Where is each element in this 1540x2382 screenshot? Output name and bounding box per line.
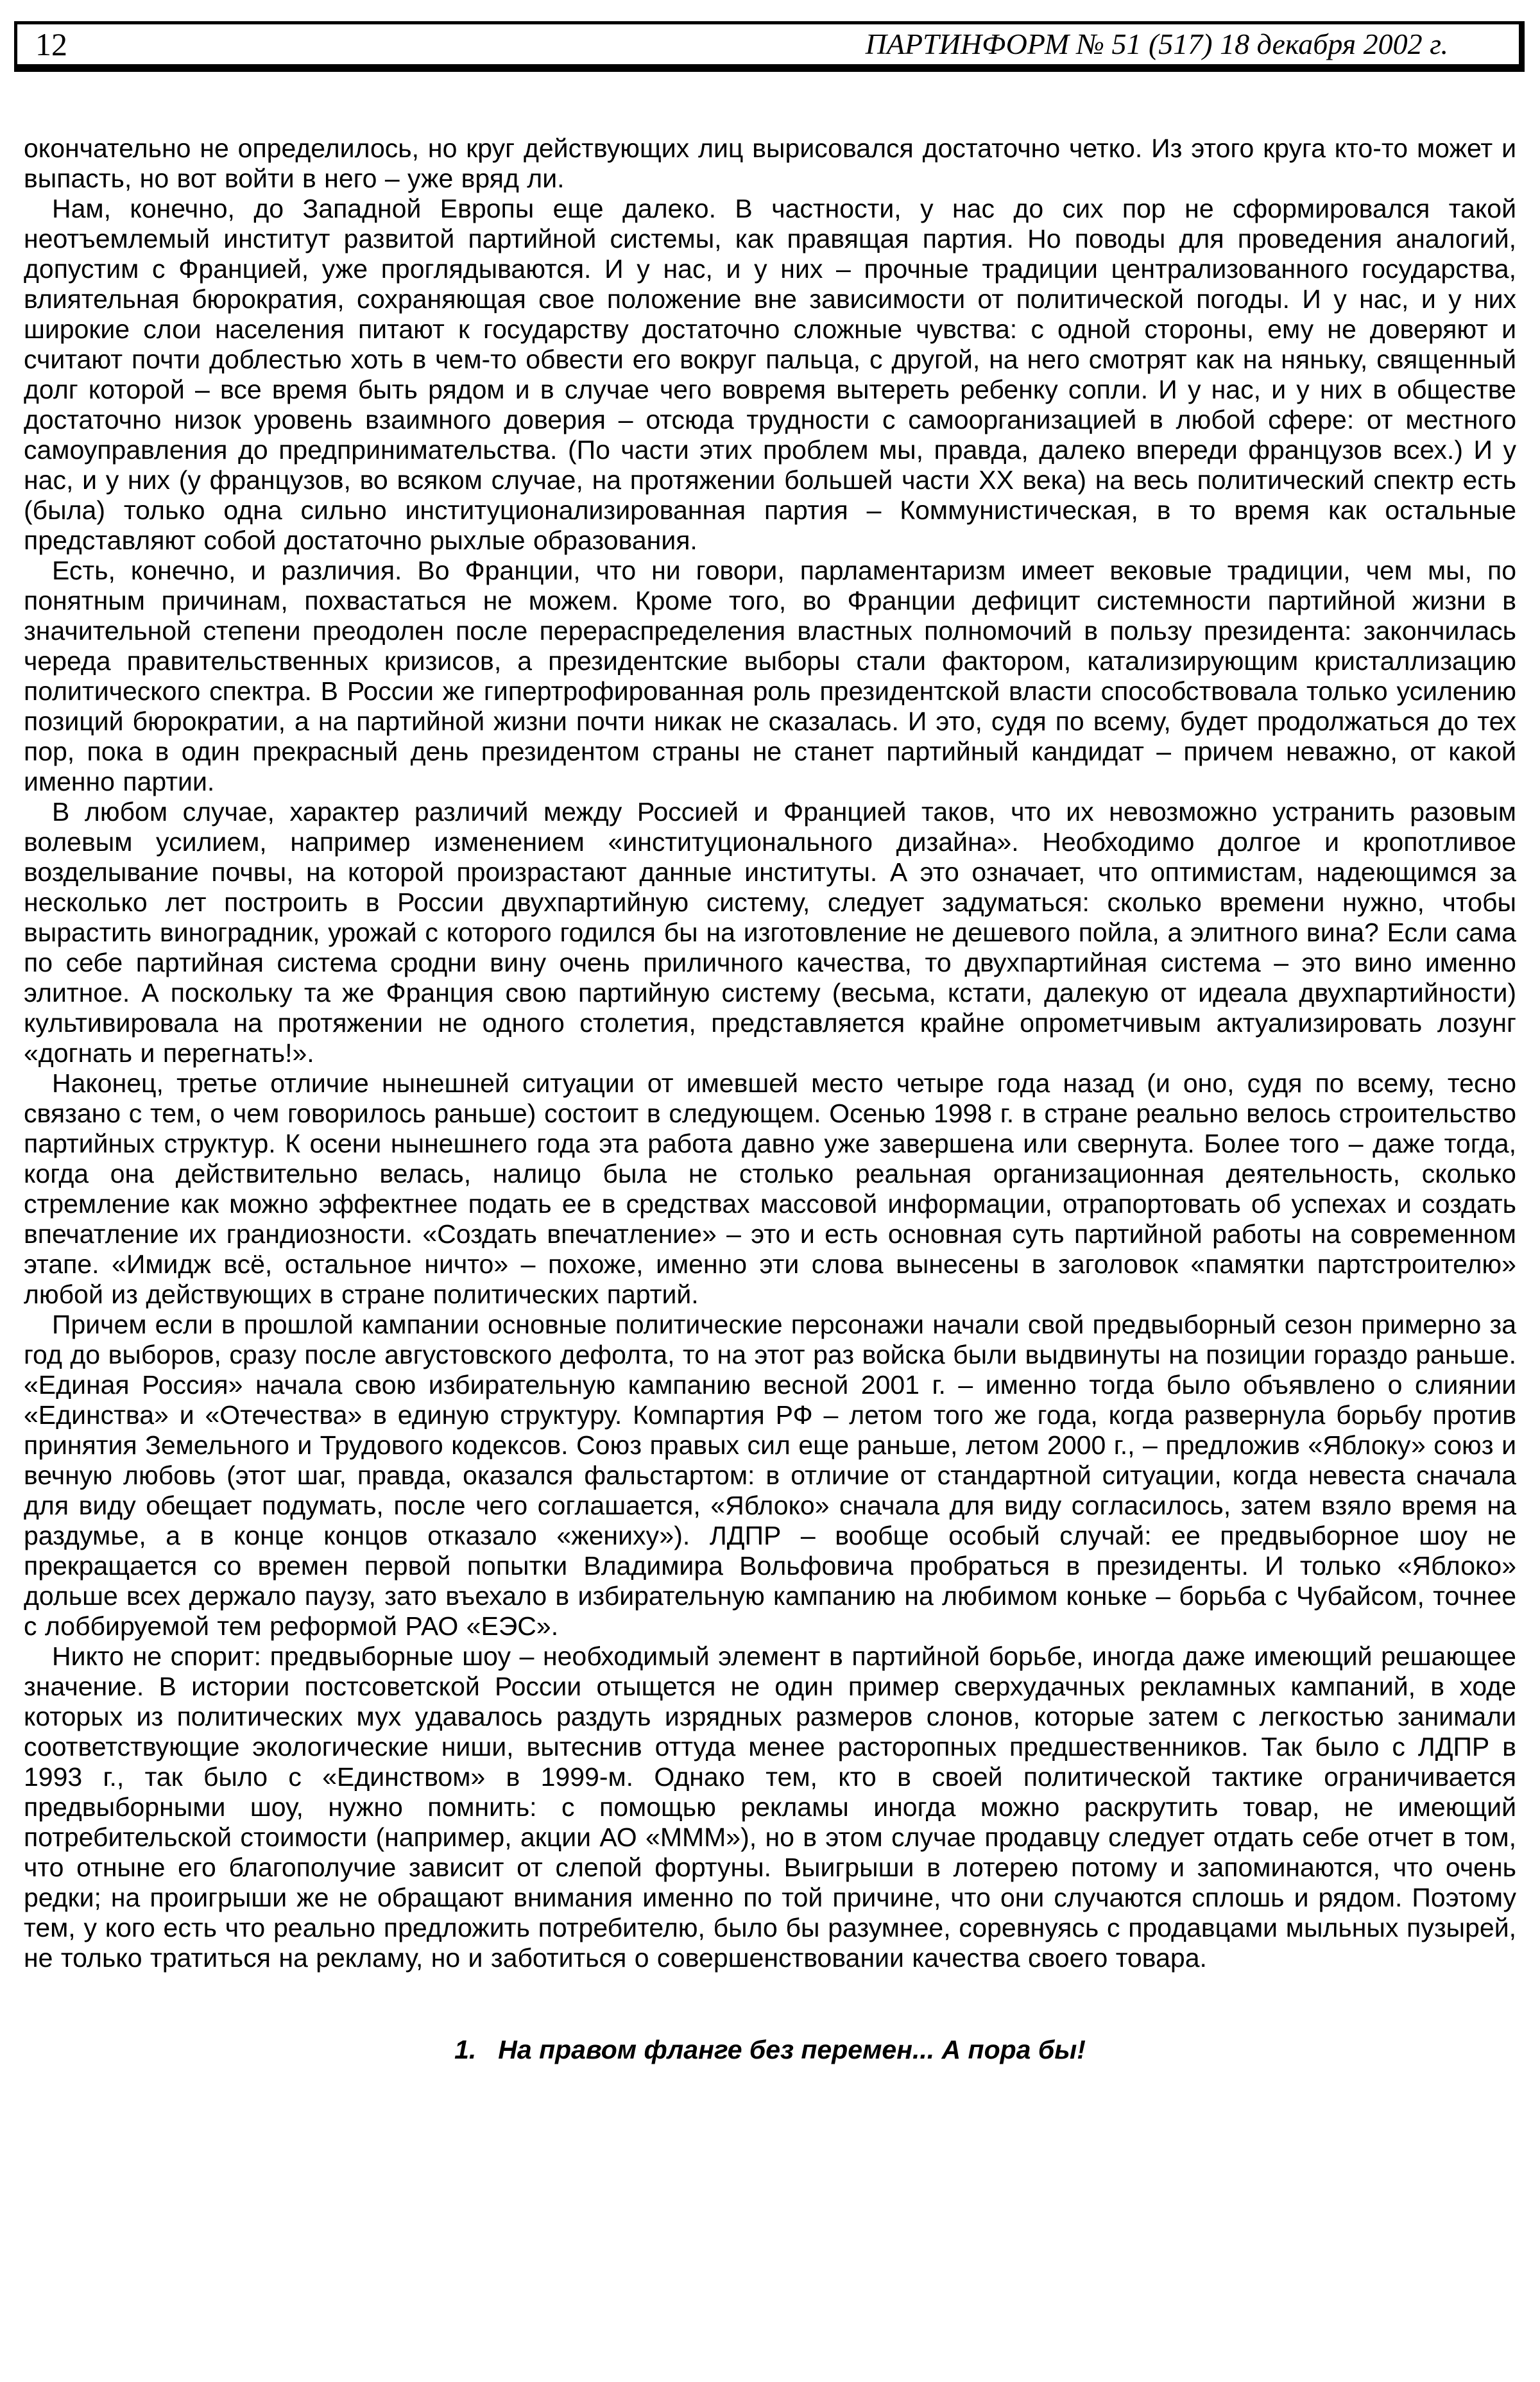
newsletter-title: ПАРТИНФОРМ № 51 (517) 18 декабря 2002 г. bbox=[865, 28, 1448, 60]
page-number: 12 bbox=[35, 26, 67, 62]
paragraph: В любом случае, характер различий между Россией и Францией таков, что их невозможно устранить разовым волевым усилием, например изменением «институционального дизайна». Необходимо долгое и кропотливое возделывание почвы, на которой произрастают данные институты. А это означает, что оптимистам, надеющимся за несколько лет построить в России двухпартийную систему, следует задуматься: сколько времени нужно, чтобы вырастить виноградник, урожай с которого годился бы на изготовление не дешевого пойла, а элитного вина? Если сама по себе партийная система сродни вину очень приличного качества, то двухпартийная система – это вино именно элитное. А поскольку та же Франция свою партийную систему (весьма, кстати, далекую от идеала двухпартийности) культивировала на протяжении не одного столетия, представляется крайне опрометчивым актуализировать лозунг «догнать и перегнать!». bbox=[24, 797, 1516, 1068]
article-paragraphs bbox=[24, 133, 1516, 1973]
article-body bbox=[24, 133, 1516, 2065]
header-box bbox=[14, 21, 1525, 72]
paragraph: Никто не спорит: предвыборные шоу – необходимый элемент в партийной борьбе, иногда даже имеющий решающее значение. В истории постсоветской России отыщется не один пример сверхудачных рекламных кампаний, в ходе которых из политических мух удавалось раздуть изрядных размеров слонов, которые затем с легкостью занимали соответствующие экологические ниши, вытеснив оттуда менее расторопных предшественников. Так было с ЛДПР в 1993 г., так было с «Единством» в 1999-м. Однако тем, кто в своей политической тактике ограничивается предвыборными шоу, нужно помнить: с помощью рекламы иногда можно раскрутить товар, не имеющий потребительской стоимости (например, акции АО «МММ»), но в этом случае продавцу следует отдать себе отчет в том, что отныне его благополучие зависит от слепой фортуны. Выигрыши в лотерею потому и запоминаются, что очень редки; на проигрыши же не обращают внимания именно по той причине, что они случаются сплошь и рядом. Поэтому тем, у кого есть что реально предложить потребителю, было бы разумнее, соревнуясь с продавцами мыльных пузырей, не только тратиться на рекламу, но и заботиться о совершенствовании качества своего товара. bbox=[24, 1641, 1516, 1973]
section-title: На правом фланге без перемен... А пора бы! bbox=[498, 2035, 1086, 2064]
section-number: 1. bbox=[454, 2035, 477, 2064]
paragraph: Нам, конечно, до Западной Европы еще далеко. В частности, у нас до сих пор не сформировался такой неотъемлемый институт развитой партийной системы, как правящая партия. Но поводы для проведения аналогий, допустим с Францией, уже проглядываются. И у нас, и у них – прочные традиции централизованного государства, влиятельная бюрократия, сохраняющая свое положение вне зависимости от политической погоды. И у нас, и у них широкие слои населения питают к государству достаточно сложные чувства: с одной стороны, ему не доверяют и считают почти доблестью хоть в чем-то обвести его вокруг пальца, с другой, на него смотрят как на няньку, священный долг которой – все время быть рядом и в случае чего вовремя вытереть ребенку сопли. И у нас, и у них в обществе достаточно низок уровень взаимного доверия – отсюда трудности с самоорганизацией в любой сфере: от местного самоуправления до предпринимательства. (По части этих проблем мы, правда, далеко впереди французов всех.) И у нас, и у них (у французов, во всяком случае, на протяжении большей части XX века) на весь политический спектр есть (была) только одна сильно институционализированная партия – Коммунистическая, в то время как остальные представляют собой достаточно рыхлые образования. bbox=[24, 194, 1516, 555]
paragraph: Наконец, третье отличие нынешней ситуации от имевшей место четыре года назад (и оно, судя по всему, тесно связано с тем, о чем говорилось раньше) состоит в следующем. Осенью 1998 г. в стране реально велось строительство партийных структур. К осени нынешнего года эта работа давно уже завершена или свернута. Более того – даже тогда, когда она действительно велась, налицо была не столько реальная организационная деятельность, сколько стремление как можно эффектнее подать ее в средствах массовой информации, отрапортовать об успехах и создать впечатление их грандиозности. «Создать впечатление» – это и есть основная суть партийной работы на современном этапе. «Имидж всё, остальное ничто» – похоже, именно эти слова вынесены в заголовок «памятки партстроителю» любой из действующих в стране политических партий. bbox=[24, 1068, 1516, 1309]
paragraph: Причем если в прошлой кампании основные политические персонажи начали свой предвыборный сезон примерно за год до выборов, сразу после августовского дефолта, то на этот раз войска были выдвинуты на позиции гораздо раньше. «Единая Россия» начала свою избирательную кампанию весной 2001 г. – именно тогда было объявлено о слиянии «Единства» и «Отечества» в единую структуру. Компартия РФ – летом того же года, когда развернула борьбу против принятия Земельного и Трудового кодексов. Союз правых сил еще раньше, летом 2000 г., – предложив «Яблоку» союз и вечную любовь (этот шаг, правда, оказался фальстартом: в отличие от стандартной ситуации, когда невеста сначала для виду обещает подумать, после чего соглашается, «Яблоко» сначала для виду согласилось, затем взяло время на раздумье, а в конце концов отказало «жениху»). ЛДПР – вообще особый случай: ее предвыборное шоу не прекращается со времен первой попытки Владимира Вольфовича пробраться в президенты. И только «Яблоко» дольше всех держало паузу, зато въехало в избирательную кампанию на любимом коньке – борьба с Чубайсом, точнее с лоббируемой тем реформой РАО «ЕЭС». bbox=[24, 1310, 1516, 1641]
paragraph-continued-from-previous-page: окончательно не определилось, но круг действующих лиц вырисовался достаточно четко. Из этого круга кто-то может и выпасть, но вот войти в него – уже вряд ли. bbox=[24, 133, 1516, 193]
paragraph: Есть, конечно, и различия. Во Франции, что ни говори, парламентаризм имеет вековые традиции, чем мы, по понятным причинам, похвастаться не можем. Кроме того, во Франции дефицит системности партийной жизни в значительной степени преодолен после перераспределения властных полномочий в пользу президента: закончилась череда правительственных кризисов, а президентские выборы стали фактором, катализирующим кристаллизацию политического спектра. В России же гипертрофированная роль президентской власти способствовала только усилению позиций бюрократии, а на партийной жизни почти никак не сказалась. И это, судя по всему, будет продолжаться до тех пор, пока в один прекрасный день президентом страны не станет партийный кандидат – причем неважно, от какой именно партии. bbox=[24, 556, 1516, 796]
section-heading bbox=[24, 2035, 1516, 2065]
